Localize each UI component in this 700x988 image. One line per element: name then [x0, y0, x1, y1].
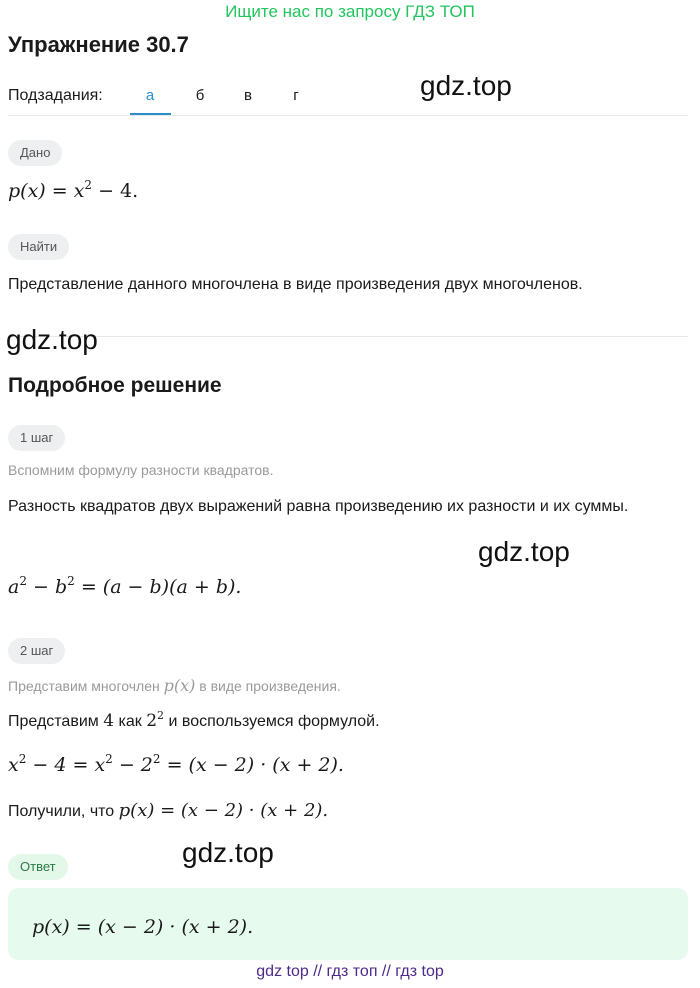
- given-badge: Дано: [8, 140, 62, 166]
- footer-links[interactable]: gdz top // гдз топ // гдз top: [256, 963, 444, 980]
- step2-badge: 2 шаг: [8, 638, 65, 664]
- tabs-divider: [8, 115, 688, 116]
- tab-v[interactable]: в: [244, 87, 252, 104]
- tab-b[interactable]: б: [195, 87, 205, 104]
- step2-hint: Представим многочлен p(x) в виде произведения.: [8, 676, 341, 695]
- watermark: gdz.top: [182, 837, 274, 868]
- step1-hint: Вспомним формулу разности квадратов.: [8, 462, 274, 478]
- section-divider: [8, 336, 688, 337]
- step1-badge: 1 шаг: [8, 425, 65, 451]
- step1-formula: $a^2 - b^2 = (a - b)(a + b)$.: [8, 574, 242, 598]
- find-text: Представление данного многочлена в виде произведения двух многочленов.: [8, 276, 583, 293]
- promo-banner[interactable]: Ищите нас по запросу ГДЗ ТОП: [225, 2, 475, 21]
- step1-text: Разность квадратов двух выражений равна произведению их разности и их суммы.: [8, 498, 629, 515]
- exercise-title: Упражнение 30.7: [8, 32, 189, 57]
- step2-line1: Представим 4 как $2^2$ и воспользуемся формулой.: [8, 709, 380, 731]
- solution-heading: Подробное решение: [8, 374, 222, 397]
- watermark: gdz.top: [6, 324, 98, 355]
- answer-badge: Ответ: [8, 854, 68, 880]
- find-badge: Найти: [8, 234, 69, 260]
- watermark: gdz.top: [420, 70, 512, 101]
- subtasks-label: Подзадания:: [8, 87, 103, 104]
- answer-formula: p(x) = (x − 2) · (x + 2).: [32, 916, 254, 938]
- step2-result: Получили, что p(x) = (x − 2) · (x + 2).: [8, 800, 329, 821]
- tab-a[interactable]: а: [145, 87, 155, 104]
- given-formula: $p(x) = x^2 - 4$.: [8, 178, 139, 202]
- tab-g[interactable]: г: [293, 87, 299, 104]
- watermark: gdz.top: [478, 536, 570, 567]
- step2-formula: $x^2 - 4 = x^2 - 2^2 = (x - 2) \cdot (x + 2)$.: [8, 752, 344, 776]
- answer-box: [8, 888, 688, 960]
